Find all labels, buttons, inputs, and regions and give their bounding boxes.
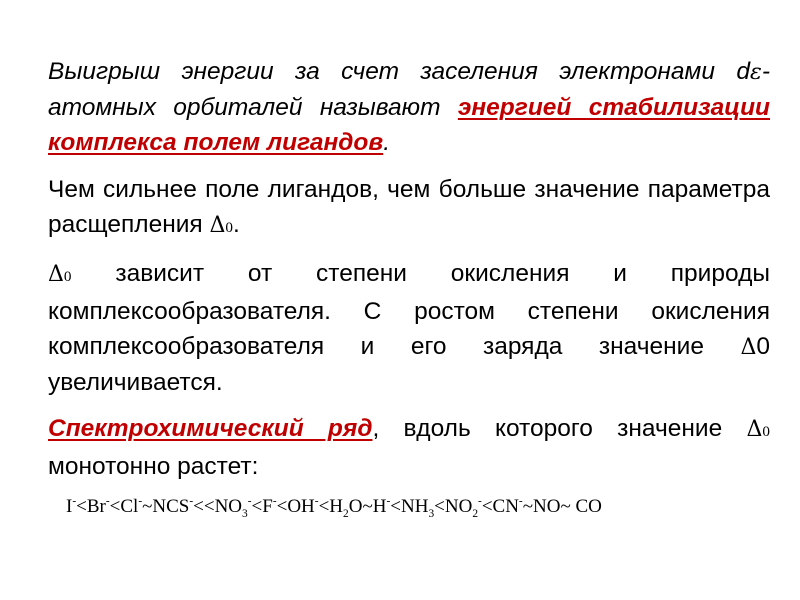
oxidation-tail: увеличивается. — [48, 369, 223, 396]
series-ligand: ~NCS- — [142, 495, 194, 517]
series-ligand: $<<NO_3^-$ — [193, 495, 252, 520]
spectrochemical-tail: монотонно растет: — [48, 453, 259, 480]
field-strength-tail: . — [233, 211, 240, 238]
paragraph-definition — [48, 54, 770, 160]
definition-text-start: Выигрыш энергии за счет заселения электронами d — [48, 58, 750, 85]
series-ligand: <Br- — [76, 495, 110, 517]
series-ligand: <CN- — [481, 495, 523, 517]
delta-symbol: Δ — [48, 262, 64, 287]
delta-symbol: Δ — [740, 335, 757, 360]
epsilon-symbol: ε — [749, 60, 762, 85]
delta-subscript: 0 — [756, 333, 770, 360]
series-ligand: $<NH_3$ — [390, 496, 435, 520]
series-ligand: ~NO~ CO — [522, 496, 602, 517]
delta-symbol: Δ — [746, 417, 763, 442]
definition-text-middle: -атомных орбиталей называют — [48, 58, 770, 121]
paragraph-spectrochemical — [48, 411, 770, 484]
series-ligand: <Cl- — [109, 495, 143, 517]
paragraph-oxidation-state — [48, 256, 770, 400]
series-ligand: $<NO_2^-$ — [434, 495, 482, 520]
delta-subscript: 0 — [63, 268, 72, 285]
paragraph-field-strength — [48, 172, 770, 245]
oxidation-text: зависит от степени окисления и природы комплексообразователя. С ростом степени окисления комплексообразователя и его заряда значение — [48, 260, 770, 360]
field-strength-text: Чем сильнее поле лигандов, чем больше значение параметра расщепления — [48, 176, 770, 238]
term-spectrochemical-series: Спектрохимический ряд — [48, 415, 373, 442]
series-ligand: O~H- — [348, 495, 391, 517]
spectrochemical-text: , вдоль которого значение — [372, 415, 747, 442]
delta-subscript: 0 — [225, 219, 234, 236]
series-ligand: I- — [66, 495, 77, 517]
series-ligand: <F- — [251, 495, 277, 517]
delta-subscript: 0 — [762, 423, 771, 440]
delta-symbol: Δ — [209, 213, 226, 238]
series-ligand: <OH- — [276, 495, 319, 517]
series-ligand: $<H_2$ — [318, 496, 349, 520]
definition-text-end: . — [383, 129, 391, 156]
term-cfse: энергией стабилизации комплекса полем лигандов — [48, 94, 770, 156]
spectrochemical-series-formula — [66, 494, 766, 520]
